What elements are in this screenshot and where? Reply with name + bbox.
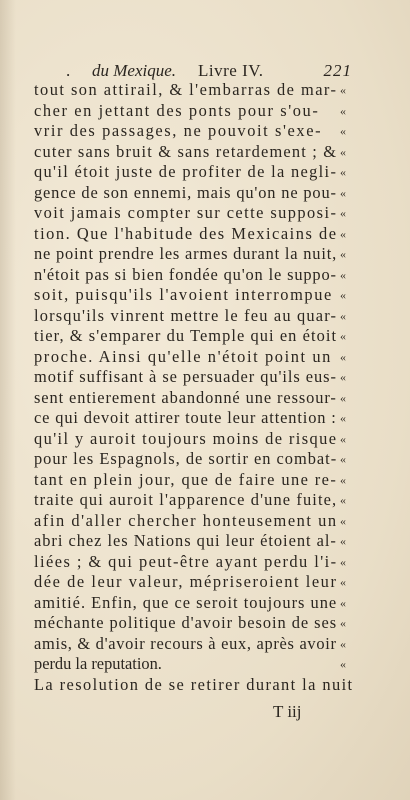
line-text: afin d'aller chercher honteusement un	[34, 510, 338, 530]
signature-mark: T iij	[273, 702, 302, 721]
running-head-dot: .	[66, 61, 71, 80]
quotation-mark: «	[340, 288, 346, 302]
quotation-mark: «	[340, 534, 346, 548]
quotation-mark: «	[340, 308, 346, 323]
quotation-mark: «	[340, 657, 346, 671]
text-line	[34, 673, 354, 697]
line-text: lorsqu'ils vinrent mettre le feu au quar-	[34, 305, 338, 325]
quotation-mark: «	[340, 206, 346, 220]
line-text: tier, & s'emparer du Temple qui en étoit	[34, 326, 338, 345]
quotation-mark: «	[340, 575, 346, 589]
quotation-mark: «	[340, 349, 346, 364]
line-text: sent entierement abandonné une ressour-	[34, 387, 337, 407]
line-text: ce qui devoit attirer toute leur attention :	[34, 408, 337, 427]
line-text: proche. Ainsi qu'elle n'étoit point un	[34, 346, 332, 366]
quotation-mark: «	[340, 124, 346, 138]
quotation-mark: «	[340, 83, 346, 97]
quotation-mark: «	[340, 513, 346, 528]
quotation-mark: «	[340, 493, 346, 507]
line-text: n'étoit pas si bien fondée qu'on le suppo-	[34, 264, 337, 284]
quotation-mark: «	[340, 431, 346, 446]
running-head-book: Livre IV.	[198, 61, 264, 80]
line-text: motif suffisant à se persuader qu'ils eus-	[34, 367, 337, 386]
line-text: soit, puisqu'ils l'avoient interrompue	[34, 285, 333, 304]
quotation-mark: «	[340, 103, 346, 118]
line-text: traite qui auroit l'apparence d'une fuite,	[34, 490, 338, 509]
quotation-mark: «	[340, 226, 346, 241]
line-text: La resolution de se retirer durant la nuit	[34, 674, 354, 694]
line-text: gence de son ennemi, mais qu'on ne pou-	[34, 182, 337, 202]
gutter-shadow	[0, 0, 16, 800]
quotation-mark: «	[340, 554, 346, 569]
quotation-mark: «	[340, 267, 346, 282]
line-text: qu'il étoit juste de profiter de la negli-	[34, 162, 338, 181]
line-text: liées ; & qui peut-être ayant perdu l'i-	[34, 551, 338, 571]
quotation-mark: «	[340, 595, 346, 610]
quotation-mark: «	[340, 165, 346, 179]
line-text: qu'il y auroit toujours moins de risque	[34, 428, 338, 448]
quotation-mark: «	[340, 636, 346, 651]
line-text: dée de leur valeur, mépriseroient leur	[34, 572, 338, 591]
quotation-mark: «	[340, 144, 346, 159]
quotation-mark: «	[340, 329, 346, 343]
line-text: amitié. Enfin, que ce seroit toujours une	[34, 592, 338, 612]
page-number: 221	[323, 61, 352, 80]
line-text: ne point prendre les armes durant la nuit,	[34, 244, 337, 263]
line-text: méchante politique d'avoir besoin de ses	[34, 613, 338, 632]
line-text: tion. Que l'habitude des Mexicains de	[34, 223, 338, 243]
line-text: cuter sans bruit & sans retardement ; &	[34, 141, 338, 161]
line-text: cher en jettant des ponts pour s'ou-	[34, 100, 320, 120]
quotation-mark: «	[340, 370, 346, 384]
quotation-mark: «	[340, 247, 346, 261]
line-text: amis, & d'avoir recours à eux, après avoir	[34, 633, 337, 653]
line-text: perdu la reputation.	[34, 654, 162, 673]
line-text: voit jamais compter sur cette supposi-	[34, 203, 338, 222]
line-text: tout son attirail, & l'embarras de mar-	[34, 80, 338, 99]
line-text: abri chez les Nations qui leur étoient al-	[34, 531, 337, 550]
quotation-mark: «	[340, 411, 346, 425]
quotation-mark: «	[340, 616, 346, 630]
line-text: tant en plein jour, que de faire une re-	[34, 469, 338, 489]
quotation-mark: «	[340, 472, 346, 487]
running-head-title: du Mexique.	[92, 61, 177, 80]
line-text: pour les Espagnols, de sortir en combat-	[34, 449, 338, 468]
quotation-mark: «	[340, 185, 346, 200]
quotation-mark: «	[340, 452, 346, 466]
line-text: vrir des passages, ne pouvoit s'exe-	[34, 121, 323, 140]
quotation-mark: «	[340, 390, 346, 405]
